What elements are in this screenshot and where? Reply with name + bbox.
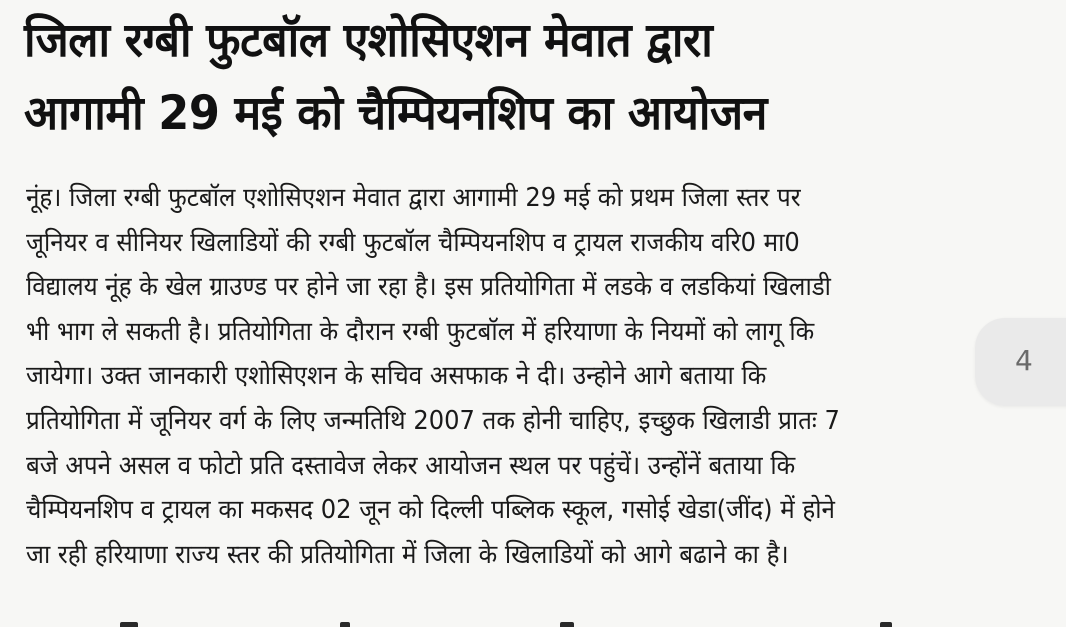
body-line-5: जायेगा। उक्त जानकारी एशोसिएशन के सचिव असफाक ने दी। उन्होने आगे बताया कि: [26, 361, 767, 392]
body-line-3: विद्यालय नूंह के खेल ग्राउण्ड पर होने जा रहा है। इस प्रतियोगिता में लडके व लडकियां खिलाडी: [26, 272, 831, 303]
article-headline: [24, 4, 984, 150]
body-line-7: बजे अपने असल व फोटो प्रति दस्तावेज लेकर आयोजन स्थल पर पहुंचें। उन्होंनें बताया कि: [26, 450, 796, 481]
cropped-next-line: [0, 616, 1066, 627]
page-number-indicator[interactable]: [975, 318, 1066, 406]
body-line-8: चैम्पियनशिप व ट्रायल का मकसद 02 जून को दिल्ली पब्लिक स्कूल, गसोई खेडा(जींद) में होने: [26, 495, 835, 526]
body-line-2: जूनियर व सीनियर खिलाडियों की रग्बी फुटबॉल चैम्पियनशिप व ट्रायल राजकीय वरि0 मा0: [26, 227, 800, 258]
body-line-9: जा रही हरियाणा राज्य स्तर की प्रतियोगिता में जिला के खिलाडियों को आगे बढाने का है।: [26, 539, 789, 570]
body-line-6: प्रतियोगिता में जूनियर वर्ग के लिए जन्मतिथि 2007 तक होनी चाहिए, इच्छुक खिलाडी प्रातः 7: [26, 405, 840, 436]
article-body: [26, 176, 956, 577]
body-line-4: भी भाग ले सकती है। प्रतियोगिता के दौरान रग्बी फुटबॉल में हरियाणा के नियमों को लागू कि: [26, 316, 815, 347]
body-line-1: नूंह। जिला रग्बी फुटबॉल एशोसिएशन मेवात द्वारा आगामी 29 मई को प्रथम जिला स्तर पर: [26, 183, 801, 213]
headline-line-1: जिला रग्बी फुटबॉल एशोसिएशन मेवात द्वारा: [24, 13, 713, 68]
page-number-label: 4: [1015, 344, 1033, 377]
headline-line-2: आगामी 29 मई को चैम्पियनशिप का आयोजन: [24, 86, 767, 141]
